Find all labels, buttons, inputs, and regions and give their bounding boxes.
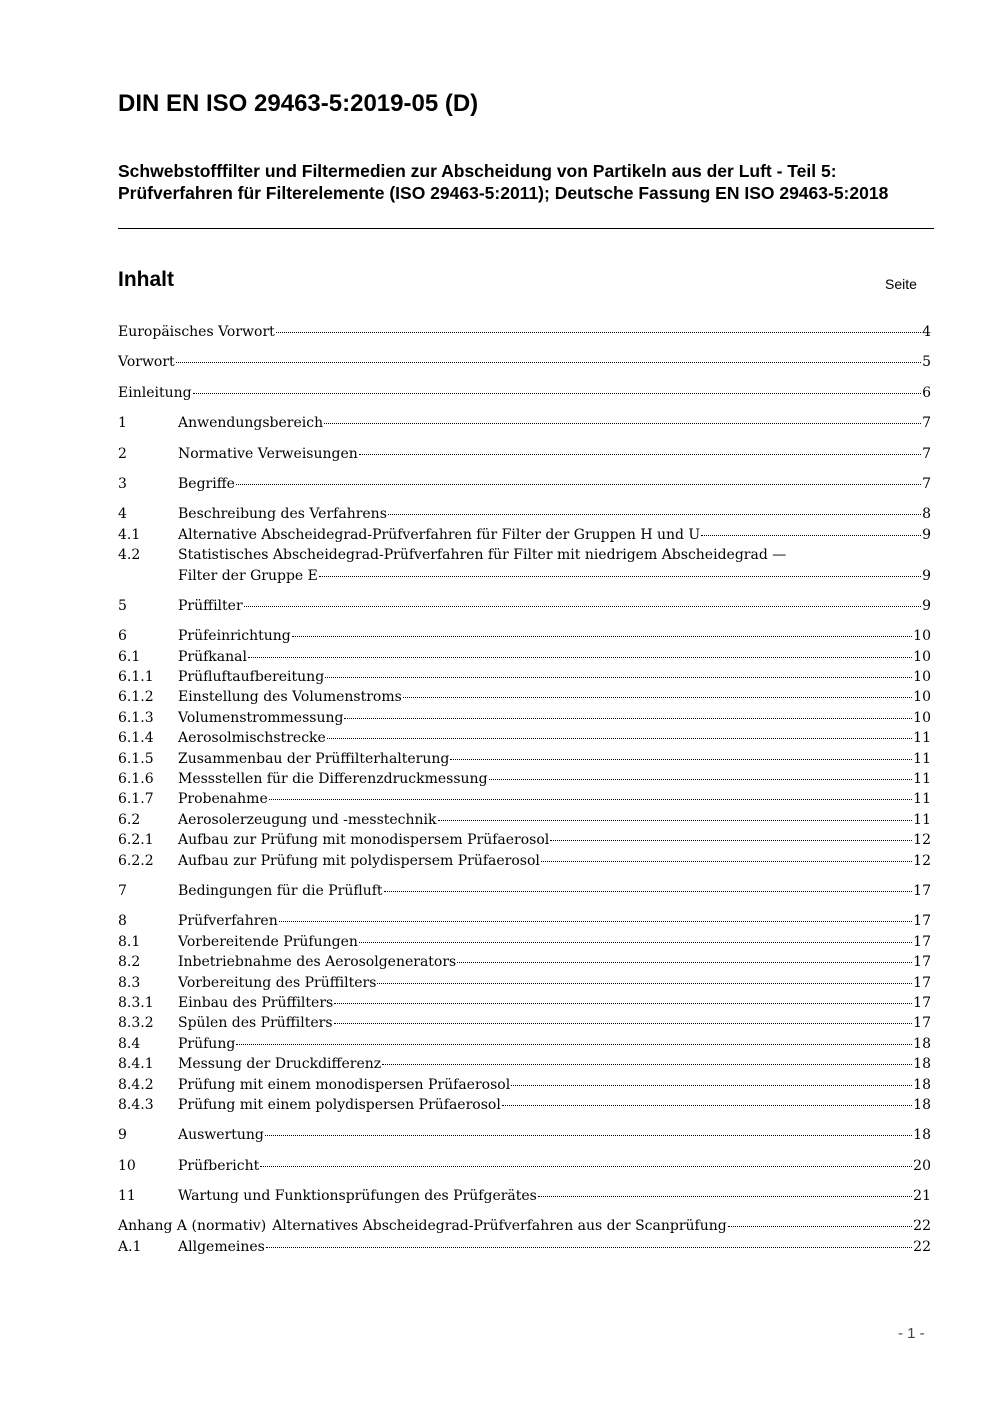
document-subtitle: Schwebstofffilter und Filtermedien zur Abscheidung von Partikeln aus der Luft - Teil 5: Prüfverfahren für Filterelemente (ISO 29463-5:2011); Deutsche Fassung EN ISO 29463-5:2018 — [118, 161, 889, 203]
toc-entry-number: 6.1.5 — [118, 750, 154, 767]
toc-entry-page: 6 — [922, 384, 931, 401]
toc-leader-dots — [334, 991, 912, 1004]
toc-leader-dots — [384, 879, 913, 892]
toc-entry-number: 8.1 — [118, 933, 141, 950]
toc-entry-page: 17 — [913, 1015, 931, 1032]
toc-leader-dots — [319, 564, 921, 577]
toc-entry-page: 17 — [913, 994, 931, 1011]
toc-entry-number: 2 — [118, 445, 127, 462]
toc-entry[interactable] — [118, 1125, 931, 1145]
toc-entry-number: 6.2.2 — [118, 852, 154, 869]
toc-entry-number: A.1 — [118, 1238, 142, 1255]
toc-entry[interactable] — [118, 932, 931, 952]
toc-entry-label: Vorbereitende Prüfungen — [178, 933, 358, 950]
toc-leader-dots — [457, 950, 912, 963]
toc-entry-number: 8 — [118, 913, 127, 930]
toc-entry-page: 21 — [913, 1188, 931, 1205]
toc-entry[interactable] — [118, 545, 931, 586]
toc-entry-number: 4 — [118, 506, 127, 523]
toc-leader-dots — [388, 502, 921, 515]
toc-leader-dots — [359, 930, 912, 943]
toc-entry[interactable] — [118, 1095, 931, 1115]
toc-entry-number: 6.1 — [118, 648, 141, 665]
toc-entry[interactable] — [118, 1034, 931, 1054]
toc-entry-label: Prüfung — [178, 1035, 236, 1052]
toc-entry-label: Anwendungsbereich — [178, 415, 324, 432]
toc-entry-annex[interactable] — [118, 1216, 931, 1236]
toc-entry-page: 17 — [913, 974, 931, 991]
toc-entry-label: Normative Verweisungen — [178, 445, 358, 462]
toc-leader-dots — [193, 381, 922, 394]
toc-entry-number: 6.1.4 — [118, 730, 154, 747]
toc-leader-dots — [325, 665, 912, 678]
toc-entry-number: 6.2.1 — [118, 832, 154, 849]
title-divider — [118, 228, 934, 229]
toc-entry-number: 4.1 — [118, 526, 141, 543]
toc-entry[interactable] — [118, 1156, 931, 1176]
toc-entry-label: Statistisches Abscheidegrad-Prüfverfahren für Filter mit niedrigem Abscheidegrad — — [178, 547, 787, 564]
toc-leader-dots — [450, 747, 912, 760]
toc-leader-dots — [511, 1073, 912, 1086]
toc-entry-page: 17 — [913, 933, 931, 950]
toc-leader-dots — [292, 624, 912, 637]
toc-entry[interactable] — [118, 789, 931, 809]
toc-entry-label: Prüfverfahren — [178, 913, 278, 930]
toc-entry-page: 11 — [913, 771, 931, 788]
toc-entry-label: Aufbau zur Prüfung mit polydispersem Prüfaerosol — [178, 852, 540, 869]
toc-entry-label: Inbetriebnahme des Aerosolgenerators — [178, 954, 457, 971]
toc-entry-number: 10 — [118, 1157, 136, 1174]
toc-entry[interactable] — [118, 769, 931, 789]
toc-entry-page: 7 — [922, 445, 931, 462]
toc-entry-number: 6 — [118, 628, 127, 645]
toc-leader-dots — [377, 971, 912, 984]
toc-entry-page: 9 — [922, 597, 931, 614]
toc-entry-number: 11 — [118, 1188, 136, 1205]
toc-entry-page: 17 — [913, 913, 931, 930]
toc-entry-page: 17 — [913, 954, 931, 971]
toc-entry-label: Alternatives Abscheidegrad-Prüfverfahren aus der Scanprüfung — [272, 1218, 727, 1235]
toc-entry[interactable] — [118, 1186, 931, 1206]
toc-entry-page: 12 — [913, 832, 931, 849]
toc-entry-page: 11 — [913, 750, 931, 767]
toc-entry-page: 22 — [913, 1238, 931, 1255]
toc-entry[interactable] — [118, 1075, 931, 1095]
toc-entry[interactable] — [118, 504, 931, 524]
toc-entry[interactable] — [118, 952, 931, 972]
toc-entry-page: 7 — [922, 475, 931, 492]
toc-entry-label: Zusammenbau der Prüffilterhalterung — [178, 750, 450, 767]
toc-entry-number: 6.1.6 — [118, 771, 154, 788]
toc-entry-page: 7 — [922, 415, 931, 432]
toc-leader-dots — [279, 909, 912, 922]
toc-entry-label: Prüffilter — [178, 597, 243, 614]
toc-entry-label: Einstellung des Volumenstroms — [178, 689, 402, 706]
toc-leader-dots — [403, 685, 912, 698]
toc-entry[interactable] — [118, 525, 931, 545]
page-number: - 1 - — [898, 1325, 925, 1342]
toc-leader-dots — [266, 1235, 912, 1248]
toc-leader-dots — [324, 411, 921, 424]
document-title: DIN EN ISO 29463-5:2019-05 (D) — [118, 90, 479, 117]
toc-entry[interactable] — [118, 444, 931, 464]
toc-leader-dots — [438, 808, 913, 821]
toc-entry-number: 7 — [118, 882, 127, 899]
toc-leader-dots — [728, 1214, 912, 1227]
toc-entry-label-continuation: Filter der Gruppe E — [178, 567, 318, 584]
toc-entry-number: 4.2 — [118, 547, 141, 564]
toc-entry[interactable] — [118, 810, 931, 830]
toc-entry-page: 10 — [913, 648, 931, 665]
toc-entry-number: 6.1.2 — [118, 689, 154, 706]
toc-entry-label: Probenahme — [178, 791, 268, 808]
table-of-contents — [118, 322, 931, 1257]
toc-entry-page: 11 — [913, 791, 931, 808]
toc-entry[interactable] — [118, 973, 931, 993]
toc-entry[interactable] — [118, 667, 931, 687]
toc-entry-label: Aufbau zur Prüfung mit monodispersem Prüfaerosol — [178, 832, 550, 849]
toc-entry-page: 18 — [913, 1035, 931, 1052]
toc-entry-number: 9 — [118, 1127, 127, 1144]
toc-leader-dots — [327, 726, 912, 739]
toc-entry-label: Prüfluftaufbereitung — [178, 669, 325, 686]
toc-entry-label: Bedingungen für die Prüfluft — [178, 882, 383, 899]
toc-leader-dots — [334, 1011, 913, 1024]
toc-entry-page: 5 — [922, 354, 931, 371]
toc-entry-page: 10 — [913, 689, 931, 706]
toc-heading: Inhalt — [118, 268, 174, 291]
toc-entry[interactable] — [118, 911, 931, 931]
toc-entry-label: Wartung und Funktionsprüfungen des Prüfgerätes — [178, 1188, 537, 1205]
toc-entry-number: 5 — [118, 597, 127, 614]
toc-entry-number: 8.3.2 — [118, 1015, 154, 1032]
toc-entry-label: Beschreibung des Verfahrens — [178, 506, 387, 523]
toc-leader-dots — [236, 472, 921, 485]
toc-entry[interactable] — [118, 383, 931, 403]
toc-entry-number: 6.1.7 — [118, 791, 154, 808]
toc-entry-page: 9 — [922, 526, 931, 543]
toc-entry-label: Prüfkanal — [178, 648, 247, 665]
toc-entry-label: Messung der Druckdifferenz — [178, 1056, 382, 1073]
toc-entry-page: 10 — [913, 709, 931, 726]
toc-entry-page: 10 — [913, 669, 931, 686]
toc-entry-number: 8.3 — [118, 974, 141, 991]
toc-entry[interactable] — [118, 708, 931, 728]
toc-entry[interactable] — [118, 1237, 931, 1257]
toc-entry-label: Auswertung — [178, 1127, 264, 1144]
toc-entry-number: 1 — [118, 415, 127, 432]
toc-entry-number: 3 — [118, 475, 127, 492]
toc-leader-dots — [359, 442, 921, 455]
toc-entry[interactable] — [118, 596, 931, 616]
toc-entry-label: Einleitung — [118, 384, 192, 401]
toc-entry-number: Anhang A (normativ) — [118, 1218, 267, 1235]
toc-leader-dots — [489, 767, 913, 780]
toc-entry-number: 8.4 — [118, 1035, 141, 1052]
toc-entry-number: 6.1.1 — [118, 669, 154, 686]
toc-entry[interactable] — [118, 1013, 931, 1033]
toc-entry-number: 6.1.3 — [118, 709, 154, 726]
toc-leader-dots — [236, 1032, 912, 1045]
toc-entry-page: 11 — [913, 730, 931, 747]
toc-entry[interactable] — [118, 352, 931, 372]
toc-entry-page: 18 — [913, 1127, 931, 1144]
toc-entry-label: Prüfung mit einem polydispersen Prüfaerosol — [178, 1096, 501, 1113]
toc-leader-dots — [701, 523, 921, 536]
toc-entry-page: 12 — [913, 852, 931, 869]
toc-leader-dots — [248, 645, 912, 658]
toc-entry[interactable] — [118, 881, 931, 901]
toc-entry-label: Prüfbericht — [178, 1157, 260, 1174]
toc-entry-page: 9 — [922, 567, 931, 584]
toc-entry[interactable] — [118, 413, 931, 433]
toc-entry-number: 8.4.3 — [118, 1096, 154, 1113]
toc-leader-dots — [550, 828, 912, 841]
toc-entry-page: 8 — [922, 506, 931, 523]
toc-leader-dots — [260, 1154, 912, 1167]
toc-entry[interactable] — [118, 647, 931, 667]
toc-entry-number: 6.2 — [118, 811, 141, 828]
toc-entry[interactable] — [118, 728, 931, 748]
toc-entry-page: 20 — [913, 1157, 931, 1174]
toc-leader-dots — [244, 594, 921, 607]
toc-leader-dots — [269, 787, 912, 800]
toc-leader-dots — [541, 849, 912, 862]
toc-page-column-label: Seite — [885, 276, 917, 292]
toc-entry[interactable] — [118, 1054, 931, 1074]
toc-entry-label: Einbau des Prüffilters — [178, 994, 334, 1011]
toc-entry-label: Aerosolmischstrecke — [178, 730, 326, 747]
toc-entry[interactable] — [118, 474, 931, 494]
toc-leader-dots — [265, 1123, 912, 1136]
toc-entry-number: 8.4.2 — [118, 1076, 154, 1093]
toc-entry-page: 17 — [913, 882, 931, 899]
toc-entry[interactable] — [118, 851, 931, 871]
toc-entry-label: Prüfeinrichtung — [178, 628, 291, 645]
toc-entry-label: Messstellen für die Differenzdruckmessung — [178, 771, 488, 788]
toc-entry-page: 18 — [913, 1076, 931, 1093]
toc-entry-label: Alternative Abscheidegrad-Prüfverfahren für Filter der Gruppen H und U — [178, 526, 701, 543]
toc-entry-page: 18 — [913, 1096, 931, 1113]
toc-entry-number: 8.3.1 — [118, 994, 154, 1011]
toc-entry[interactable] — [118, 626, 931, 646]
toc-entry-label: Vorbereitung des Prüffilters — [178, 974, 377, 991]
toc-entry[interactable] — [118, 993, 931, 1013]
toc-entry-label: Allgemeines — [178, 1238, 265, 1255]
toc-entry-page: 4 — [922, 324, 931, 340]
toc-entry-number: 8.2 — [118, 954, 141, 971]
toc-leader-dots — [276, 320, 921, 333]
toc-entry-page: 22 — [913, 1218, 931, 1235]
toc-entry-label: Prüfung mit einem monodispersen Prüfaerosol — [178, 1076, 511, 1093]
toc-entry[interactable] — [118, 830, 931, 850]
toc-entry-page: 10 — [913, 628, 931, 645]
toc-entry[interactable] — [118, 322, 931, 342]
toc-entry-page: 11 — [913, 811, 931, 828]
toc-leader-dots — [176, 350, 921, 363]
toc-entry-number: 8.4.1 — [118, 1056, 154, 1073]
toc-entry[interactable] — [118, 687, 931, 707]
toc-entry-label: Aerosolerzeugung und -messtechnik — [178, 811, 437, 828]
toc-entry-label: Volumenstrommessung — [178, 709, 344, 726]
toc-entry-label: Begriffe — [178, 475, 235, 492]
toc-entry-page: 18 — [913, 1056, 931, 1073]
toc-leader-dots — [502, 1093, 912, 1106]
toc-leader-dots — [344, 706, 912, 719]
toc-leader-dots — [382, 1052, 912, 1065]
toc-entry-label: Europäisches Vorwort — [118, 324, 275, 340]
toc-entry-label: Vorwort — [118, 354, 175, 371]
toc-entry[interactable] — [118, 749, 931, 769]
toc-entry-label: Spülen des Prüffilters — [178, 1015, 333, 1032]
toc-leader-dots — [538, 1184, 912, 1197]
